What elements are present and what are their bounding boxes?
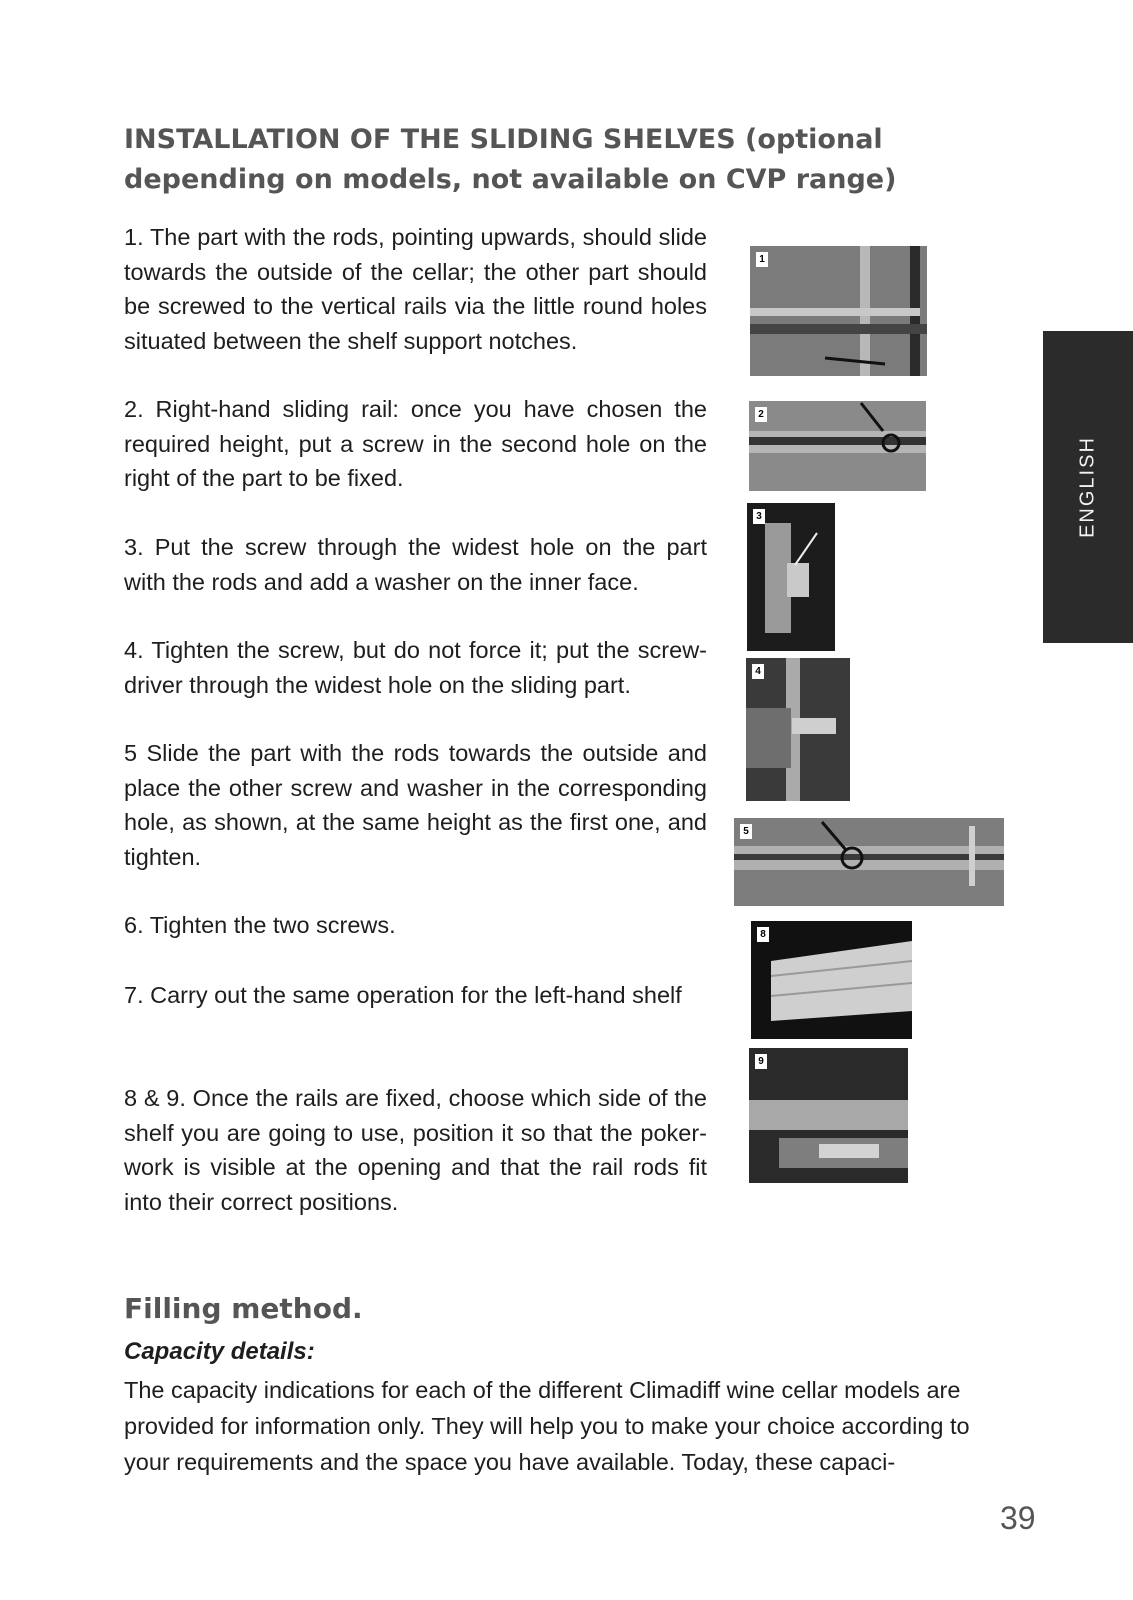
photo-9-number: 9 bbox=[755, 1054, 767, 1069]
language-tab-label: ENGLISH bbox=[1076, 436, 1099, 538]
photo-4-number: 4 bbox=[752, 664, 764, 679]
step-2-text: 2. Right-hand sliding rail: once you have chosen the required height, put a screw in the second hole on the right of the part to be fixed. bbox=[124, 396, 707, 491]
photo-1-number: 1 bbox=[756, 252, 768, 267]
step-1-photo bbox=[750, 246, 927, 376]
filling-method-heading: Filling method. bbox=[124, 1292, 363, 1325]
step-4-photo bbox=[746, 658, 850, 801]
section-heading: INSTALLATION OF THE SLIDING SHELVES (optional depending on models, not available on CVP range) bbox=[124, 124, 897, 195]
step-2-photo bbox=[749, 401, 926, 491]
step-5-photo bbox=[734, 818, 1004, 906]
capacity-details-heading: Capacity details: bbox=[124, 1338, 315, 1365]
photo-2-number: 2 bbox=[755, 407, 767, 422]
capacity-details-text: The capacity indications for each of the different Climadiff wine cellar models are provided for information only. They will help you to make your choice according to your requirements and the space you have available. Today, these capaci- bbox=[124, 1377, 970, 1475]
step-4-text: 4. Tighten the screw, but do not force it; put the screw-driver through the widest hole on the sliding part. bbox=[124, 637, 707, 698]
page-number: 39 bbox=[1000, 1500, 1036, 1536]
photo-3-number: 3 bbox=[753, 509, 765, 524]
step-3-photo bbox=[747, 503, 835, 651]
photo-5-number: 5 bbox=[740, 824, 752, 839]
photo-8-number: 8 bbox=[757, 927, 769, 942]
step-7-text: 7. Carry out the same operation for the left-hand shelf bbox=[124, 982, 682, 1008]
step-3-text: 3. Put the screw through the widest hole on the part with the rods and add a washer on the inner face. bbox=[124, 534, 707, 595]
step-5-text: 5 Slide the part with the rods towards the outside and place the other screw and washer in the corresponding hole, as shown, at the same height as the first one, and tighten. bbox=[124, 740, 707, 870]
step-8-9-text: 8 & 9. Once the rails are fixed, choose which side of the shelf you are going to use, position it so that the poker-work is visible at the opening and that the rail rods fit into their correct positions. bbox=[124, 1085, 707, 1215]
language-tab bbox=[1043, 331, 1133, 643]
step-6-text: 6. Tighten the two screws. bbox=[124, 912, 396, 938]
step-1-text: 1. The part with the rods, pointing upwards, should slide towards the outside of the cellar; the other part should be screwed to the vertical rails via the little round holes situated between the shelf support notches. bbox=[124, 224, 707, 354]
step-9-photo bbox=[749, 1048, 908, 1183]
step-8-photo bbox=[751, 921, 912, 1039]
